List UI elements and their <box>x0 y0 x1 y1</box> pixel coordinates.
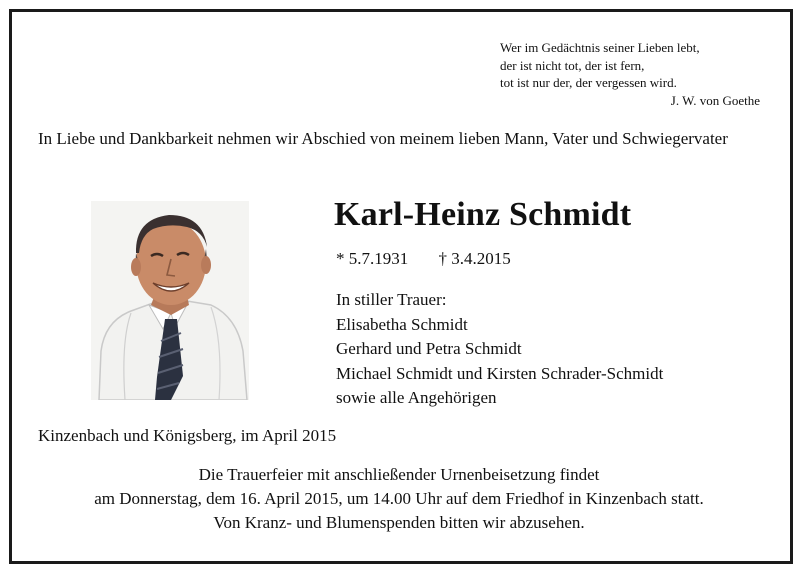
quote-line: der ist nicht tot, der ist fern, <box>500 57 645 73</box>
quote-line: Wer im Gedächtnis seiner Lieben lebt, <box>500 40 700 55</box>
funeral-line: Von Kranz- und Blumenspenden bitten wir abzusehen. <box>213 513 585 532</box>
quote-author: J. W. von Goethe <box>670 92 760 108</box>
mourner-name: Gerhard und Petra Schmidt <box>336 339 522 358</box>
funeral-info <box>38 463 760 535</box>
quote-line: tot ist nur der, der vergessen wird. <box>500 75 677 90</box>
death-date: † 3.4.2015 <box>438 249 511 268</box>
life-dates <box>336 249 511 269</box>
funeral-line: Die Trauerfeier mit anschließender Urnenbeisetzung findet <box>198 465 600 484</box>
deceased-name: Karl-Heinz Schmidt <box>334 196 632 233</box>
mourner-name: sowie alle Angehörigen <box>336 388 497 407</box>
place-date: Kinzenbach und Königsberg, im April 2015 <box>38 426 337 445</box>
mourner-name: Michael Schmidt und Kirsten Schrader-Schmidt <box>336 363 664 383</box>
mourners-list <box>336 288 663 411</box>
birth-date: * 5.7.1931 <box>336 249 409 268</box>
mourners-heading: In stiller Trauer: <box>336 290 447 309</box>
intro-text: In Liebe und Dankbarkeit nehmen wir Abschied von meinem lieben Mann, Vater und Schwiegervater <box>38 129 728 148</box>
goethe-quote <box>500 39 760 109</box>
mourner-name: Elisabetha Schmidt <box>336 314 468 334</box>
funeral-line: am Donnerstag, dem 16. April 2015, um 14.00 Uhr auf dem Friedhof in Kinzenbach statt. <box>94 489 704 508</box>
portrait-photo <box>91 201 249 400</box>
